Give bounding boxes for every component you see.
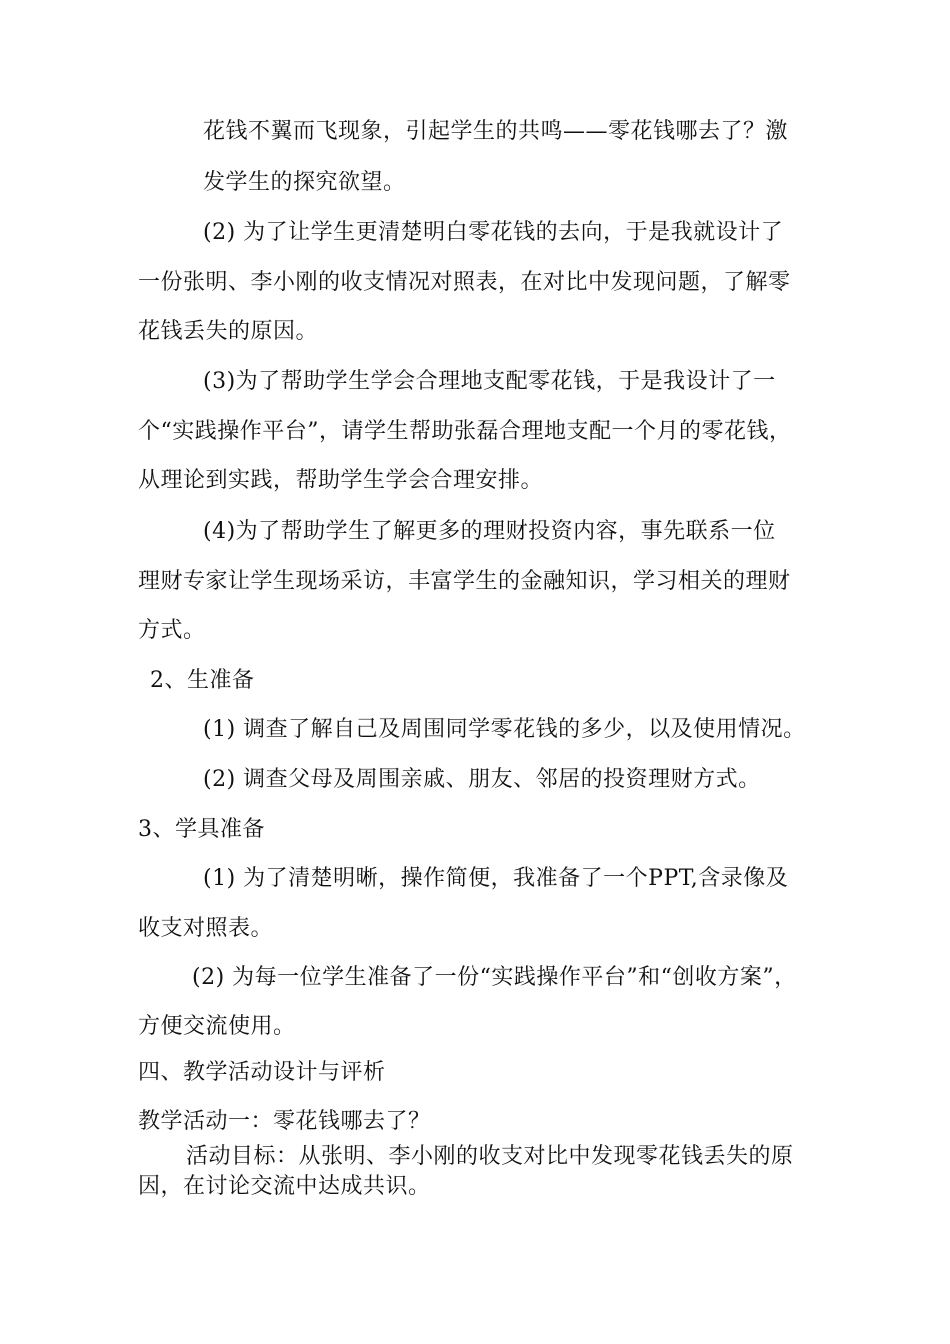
text-line: (1) 为了清楚明晰，操作简便，我准备了一个PPT,含录像及 xyxy=(203,866,789,891)
text-line: (2) 为了让学生更清楚明白零花钱的去向，于是我就设计了 xyxy=(203,220,784,245)
section-heading: 2、生准备 xyxy=(150,668,255,693)
text-line: (3)为了帮助学生学会合理地支配零花钱，于是我设计了一 xyxy=(203,369,776,394)
text-line: 从理论到实践，帮助学生学会合理安排。 xyxy=(138,468,544,493)
text-line: 个“实践操作平台”，请学生帮助张磊合理地支配一个月的零花钱， xyxy=(138,419,792,444)
text-line: (2) 为每一位学生准备了一份“实践操作平台”和“创收方案”， xyxy=(192,965,797,990)
text-line: 花钱不翼而飞现象，引起学生的共鸣——零花钱哪去了？激 xyxy=(203,119,789,144)
text-line: 理财专家让学生现场采访，丰富学生的金融知识，学习相关的理财 xyxy=(138,569,791,594)
activity-title: 教学活动一：零花钱哪去了？ xyxy=(138,1109,431,1134)
text-line: 花钱丢失的原因。 xyxy=(138,319,319,344)
text-line: 发学生的探究欲望。 xyxy=(203,170,406,195)
text-line: 活动目标：从张明、李小刚的收支对比中发现零花钱丢失的原 xyxy=(186,1144,794,1169)
text-line: (1) 调查了解自己及周围同学零花钱的多少，以及使用情况。 xyxy=(203,717,806,742)
text-line: 方式。 xyxy=(138,618,206,643)
text-line: 一份张明、李小刚的收支情况对照表，在对比中发现问题，了解零 xyxy=(138,270,791,295)
text-line: (4)为了帮助学生了解更多的理财投资内容，事先联系一位 xyxy=(203,519,776,544)
section-heading: 3、学具准备 xyxy=(138,817,265,842)
text-line: 收支对照表。 xyxy=(138,916,274,941)
text-line: 因，在讨论交流中达成共识。 xyxy=(138,1174,431,1199)
text-line: 方便交流使用。 xyxy=(138,1014,296,1039)
section-heading: 四、教学活动设计与评析 xyxy=(138,1060,386,1085)
text-line: (2) 调查父母及周围亲戚、朋友、邻居的投资理财方式。 xyxy=(203,767,761,792)
